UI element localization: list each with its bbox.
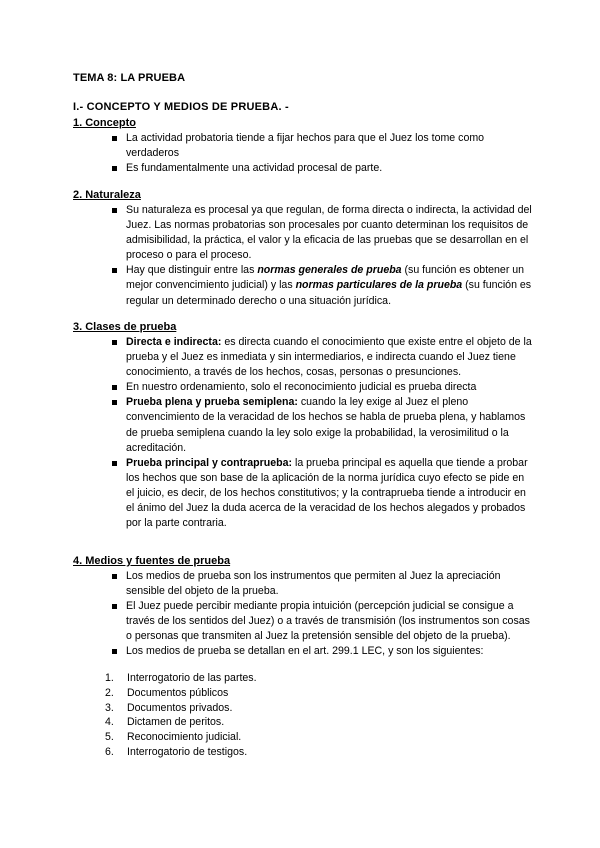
list-item — [112, 395, 532, 455]
section-heading: I.- CONCEPTO Y MEDIOS DE PRUEBA. - — [73, 101, 289, 113]
list-item-text: cuando la ley exige al Juez el pleno convencimiento de la veracidad de los hechos se habla de prueba plena, y hablamos de prueba semiplena cuando la ley solo exige la probabilidad, la verosimilitud o la acreditación. — [126, 396, 526, 454]
list-item-text: (su función es regular un determinado derecho o una situación jurídica. — [126, 279, 532, 307]
item-number: 5. — [105, 731, 114, 744]
heading-naturaleza: 2. Naturaleza — [73, 189, 141, 201]
list-item — [112, 456, 532, 531]
item-text: Dictamen de peritos. — [127, 716, 225, 729]
list-item — [112, 335, 532, 380]
item-number: 2. — [105, 686, 114, 699]
numbered-item — [105, 686, 525, 701]
heading-clases: 3. Clases de prueba — [73, 321, 177, 333]
item-number: 6. — [105, 745, 114, 758]
numbered-item — [105, 745, 525, 760]
list-item: En nuestro ordenamiento, solo el reconocimiento judicial es prueba directa — [112, 380, 532, 395]
list-item-text: (su función es obtener un mejor convencimiento judicial) y las — [126, 264, 525, 292]
item-text: Interrogatorio de testigos. — [127, 745, 248, 758]
item-number: 4. — [105, 716, 114, 729]
list-item-text: la prueba principal es aquella que tiende a probar los hechos que son base de la aplicación de la norma jurídica cuyo efecto se pide en el juicio, es decir, de los hechos constitutivos; y la contraprueba tiende a introducir en el ánimo del Juez la duda acerca de la veracidad de los hechos alegados y probados por la parte contraria. — [126, 456, 528, 530]
numbered-item — [105, 671, 525, 686]
heading-concepto: 1. Concepto — [73, 117, 136, 129]
item-text: Documentos privados. — [127, 701, 233, 714]
term-normas-particulares: normas particulares de la prueba — [295, 279, 463, 292]
list-medios — [112, 569, 532, 660]
list-item: Los medios de prueba son los instrumentos que permiten al Juez la apreciación sensible del objeto de la prueba. — [112, 569, 532, 599]
item-number: 3. — [105, 701, 114, 714]
list-item: Es fundamentalmente una actividad procesal de parte. — [112, 161, 532, 176]
numbered-item — [105, 730, 525, 745]
term-prueba-principal: Prueba principal y contraprueba: — [126, 456, 293, 469]
term-normas-generales: normas generales de prueba — [257, 264, 402, 277]
numbered-item — [105, 701, 525, 716]
list-item — [112, 263, 532, 308]
list-item: Los medios de prueba se detallan en el art. 299.1 LEC, y son los siguientes: — [112, 644, 532, 659]
term-prueba-plena: Prueba plena y prueba semiplena: — [126, 396, 298, 409]
list-item: El Juez puede percibir mediante propia intuición (percepción judicial se consigue a través de los sentidos del Juez) o a través de transmisión (los instrumentos son cosas o personas que transmiten al Juez la pretensión sensible del objeto de la prueba). — [112, 599, 532, 644]
item-text: Interrogatorio de las partes. — [127, 672, 257, 684]
item-text: Reconocimiento judicial. — [127, 731, 242, 744]
list-item-text: es directa cuando el conocimiento que existe entre el objeto de la prueba y el Juez es inmediata y sin intermediarios, e indirecta cuando el Juez tiene conocimiento, a través de los hechos, cosas, personas o presunciones. — [126, 336, 532, 379]
item-text: Documentos públicos — [127, 686, 229, 699]
numbered-item — [105, 715, 525, 730]
list-item: La actividad probatoria tiende a fijar hechos para que el Juez los tome como verdaderos — [112, 131, 532, 161]
list-item-text: Hay que distinguir entre las — [126, 264, 258, 277]
list-item: Su naturaleza es procesal ya que regulan, de forma directa o indirecta, la actividad del Juez. Las normas probatorias son procesales por cuanto determinan los requisitos de admisibilidad, la práctica, el valor y la eficacia de las pruebas que se desarrollan en el proceso o para el proceso. — [112, 203, 532, 263]
numbered-list-medios — [105, 671, 525, 760]
item-number: 1. — [105, 672, 114, 684]
list-concepto — [112, 131, 532, 176]
list-naturaleza — [112, 203, 532, 309]
heading-medios: 4. Medios y fuentes de prueba — [73, 555, 231, 567]
page-title: TEMA 8: LA PRUEBA — [73, 72, 186, 84]
term-directa-indirecta: Directa e indirecta: — [126, 336, 222, 348]
list-clases — [112, 335, 532, 531]
